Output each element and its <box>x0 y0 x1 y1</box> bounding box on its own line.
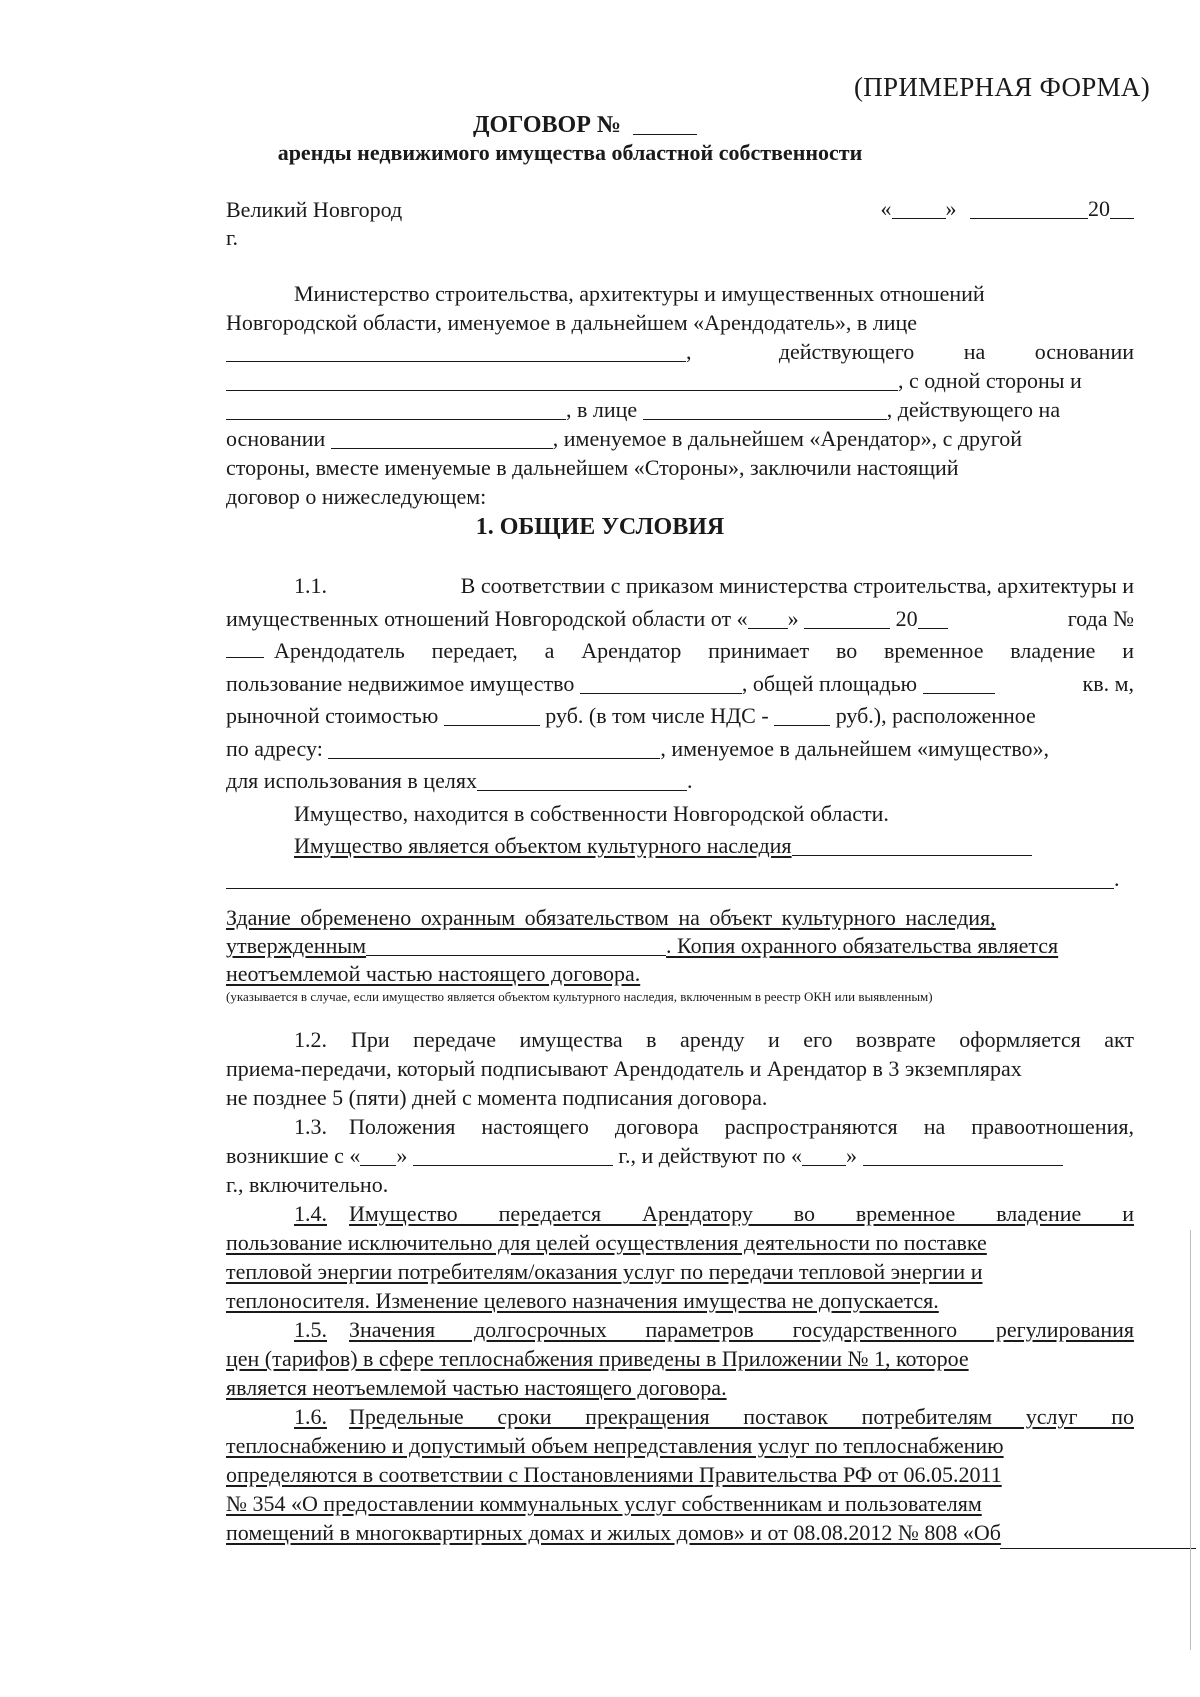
heritage-blank <box>792 833 1032 856</box>
clause-text: » <box>846 1143 858 1168</box>
preamble-blank-group: , <box>226 337 692 366</box>
preamble-text: Министерство строительства, архитектуры и имущественных отношений <box>294 281 985 306</box>
preamble-line <box>226 366 1134 395</box>
heritage-blank-2 <box>226 866 1114 889</box>
preamble-line <box>226 395 1134 424</box>
clause-text: Здание обременено охранным обязательством на объект культурного наследия, <box>226 905 996 930</box>
clause-number: 1.3. <box>294 1114 327 1139</box>
clause-text: тепловой энергии потребителям/оказания услуг по передачи тепловой энергии и <box>226 1259 983 1284</box>
contract-title-text: ДОГОВОР № <box>473 112 621 138</box>
clause-line <box>226 1460 1134 1489</box>
month-blank <box>970 196 1088 219</box>
property-owner <box>226 798 1134 831</box>
clause-text: При передаче имущества в аренду и его возврате оформляется акт <box>351 1027 1134 1052</box>
clause-line <box>226 1489 1134 1518</box>
preamble <box>226 279 1134 511</box>
start-date-blank <box>413 1143 613 1166</box>
city-name: Великий Новгород <box>226 197 403 222</box>
form-label: (ПРИМЕРНАЯ ФОРМА) <box>853 72 1150 102</box>
clause-text: руб. (в том числе НДС - <box>545 703 769 728</box>
clause-text: Предельные сроки прекращения поставок потребителям услуг по <box>349 1404 1134 1429</box>
clause-text: , именуемое в дальнейшем «имущество», <box>660 735 1050 761</box>
clause-text: , общей площадью <box>741 670 918 696</box>
clause-line <box>226 1054 1134 1083</box>
encumbrance-line <box>226 932 1134 960</box>
tenant-basis-blank <box>331 426 553 449</box>
year-prefix: 20 <box>1088 196 1110 221</box>
date-open-quote: « <box>880 196 892 221</box>
clause-text: В соответствии с приказом министерства строительства, архитектуры и <box>460 573 1134 598</box>
purpose-blank <box>477 768 687 791</box>
tenant-representative-blank <box>643 397 887 420</box>
year-blank <box>1110 196 1134 219</box>
clause-text: приема-передачи, который подписывают Арендодатель и Арендатор в 3 экземплярах <box>226 1056 1022 1081</box>
clause-text-group <box>226 1141 1063 1170</box>
clause-text: 20 <box>895 605 918 631</box>
encumbrance-line <box>226 904 1134 932</box>
clause-line <box>226 1083 1134 1112</box>
order-number-blank <box>226 635 264 658</box>
market-value-blank <box>444 703 540 726</box>
clause-text: определяются в соответствии с Постановлениями Правительства РФ от 06.05.2011 <box>226 1462 1002 1487</box>
clauses-1-2-to-1-6 <box>226 1025 1134 1547</box>
basis-blank <box>226 368 898 391</box>
preamble-line <box>226 482 1134 511</box>
scan-edge-line <box>1190 1230 1191 1650</box>
order-day-blank <box>748 606 788 629</box>
day-blank <box>892 196 946 219</box>
clause-line <box>226 700 1134 733</box>
place <box>226 196 402 252</box>
clause-line <box>226 1112 1134 1141</box>
address-blank <box>328 736 660 759</box>
clause-line <box>226 1518 1134 1547</box>
clause-text-group <box>226 733 1049 766</box>
clause-line <box>226 1286 1134 1315</box>
preamble-blank-group <box>226 366 1082 395</box>
clause-text: пользование исключительно для целей осуществления деятельности по поставке <box>226 1230 987 1255</box>
clause-line <box>226 1025 1134 1054</box>
clause-text-group <box>226 932 1058 960</box>
preamble-text: , действующего на <box>886 397 1061 422</box>
clause-text: пользование недвижимое имущество <box>226 670 575 696</box>
encumbrance <box>226 904 1134 1006</box>
clause-text: неотъемлемой частью настоящего договора. <box>226 961 641 986</box>
clause-text: г., включительно. <box>226 1172 389 1197</box>
area-blank <box>923 671 995 694</box>
clause-line <box>226 1257 1134 1286</box>
start-day-blank <box>360 1143 396 1166</box>
clause-text: Значения долгосрочных параметров государственного регулирования <box>349 1317 1134 1342</box>
clause-text: . Копия охранного обязательства является <box>666 933 1059 958</box>
clause-line <box>226 570 1134 603</box>
end-day-blank <box>802 1143 846 1166</box>
footnote: (указывается в случае, если имущество является объектом культурного наследия, включенным в реестр ОКН или выявленным) <box>226 989 933 1004</box>
contract-title <box>0 110 1050 139</box>
property-blank <box>580 671 742 694</box>
clause-text: года № <box>1067 605 1134 631</box>
clause-text: » <box>787 605 799 631</box>
clause-text: Имущество, находится в собственности Новгородской области. <box>294 800 889 826</box>
clause-text: Арендодатель передает, а Арендатор принимает во временное владение и <box>274 638 1134 663</box>
contract-number-blank <box>633 110 697 135</box>
section-title: 1. ОБЩИЕ УСЛОВИЯ <box>475 514 725 540</box>
order-year-blank <box>918 606 948 629</box>
encumbrance-line <box>226 960 1134 988</box>
vat-blank <box>774 703 830 726</box>
clause-number: 1.4. <box>294 1201 327 1226</box>
clause-line <box>226 1228 1134 1257</box>
clause-line <box>226 1431 1134 1460</box>
clause-line <box>226 1315 1134 1344</box>
clause-line <box>226 1199 1134 1228</box>
preamble-text: , в лице <box>566 397 638 422</box>
clause-line <box>226 603 1134 636</box>
clause-text: Имущество является объектом культурного наследия <box>294 833 792 858</box>
clause-text-group <box>226 700 1036 733</box>
obligation-blank <box>366 933 666 956</box>
clause-text-group <box>226 603 948 636</box>
contract-subtitle: аренды недвижимого имущества областной собственности <box>277 140 863 165</box>
clause-line <box>226 1170 1134 1199</box>
clause-text: цен (тарифов) в сфере теплоснабжения приведены в Приложении № 1, которое <box>226 1346 969 1371</box>
clause-text: рыночной стоимостью <box>226 703 439 728</box>
preamble-blank-group <box>226 395 1060 424</box>
clause-text: Положения настоящего договора распространяются на правоотношения, <box>349 1114 1134 1139</box>
clause-1-1 <box>226 570 1134 895</box>
date-close-quote: » <box>945 196 957 221</box>
representative-blank <box>226 339 686 362</box>
clause-line <box>226 668 1134 701</box>
contract-date <box>881 196 1135 222</box>
preamble-line <box>226 453 1134 482</box>
heritage-line <box>226 830 1134 863</box>
preamble-blank-group <box>226 424 1022 453</box>
clause-number: 1.2. <box>294 1027 327 1052</box>
clause-text: » <box>396 1143 408 1168</box>
clause-line: для использования в целях . <box>226 768 693 793</box>
clause-text: помещений в многоквартирных домах и жилых домов» и от 08.08.2012 № 808 «Об <box>226 1520 1001 1545</box>
clause-line <box>226 1141 1134 1170</box>
heritage-line-2: . <box>226 863 1134 896</box>
clause-line <box>226 733 1134 766</box>
end-date-blank <box>863 1143 1063 1166</box>
preamble-text: действующего на основании <box>778 339 1134 364</box>
clause-text: кв. м, <box>1082 670 1134 696</box>
clause-line <box>226 635 1134 668</box>
preamble-text: , именуемое в дальнейшем «Арендатор», с другой <box>552 426 1022 451</box>
clause-text: руб.), расположенное <box>835 703 1036 728</box>
clause-text: для использования в целях <box>226 768 477 793</box>
preamble-text: основании <box>226 426 326 451</box>
scan-margin-line <box>1000 1548 1196 1549</box>
clause-text-group <box>226 668 995 701</box>
preamble-text: договор о нижеследующем: <box>226 484 487 509</box>
preamble-text: Новгородской области, именуемое в дальнейшем «Арендодатель», в лице <box>226 310 918 335</box>
clause-text: не позднее 5 (пяти) дней с момента подписания договора. <box>226 1085 768 1110</box>
clause-text: по адресу: <box>226 735 323 761</box>
clause-text: г., и действуют по « <box>618 1143 803 1168</box>
clause-text: является неотъемлемой частью настоящего договора. <box>226 1375 727 1400</box>
clause-number: 1.5. <box>294 1317 327 1342</box>
preamble-text: стороны, вместе именуемые в дальнейшем «Стороны», заключили настоящий <box>226 455 959 480</box>
order-month-blank <box>804 606 890 629</box>
preamble-text: , с одной стороны и <box>898 368 1082 393</box>
preamble-line <box>226 337 1134 366</box>
clause-text: теплоснабжению и допустимый объем непредставления услуг по теплоснабжению <box>226 1433 1004 1458</box>
clause-text: имущественных отношений Новгородской области от « <box>226 605 748 631</box>
preamble-line <box>226 424 1134 453</box>
clause-text: возникшие с « <box>226 1143 361 1168</box>
tenant-name-blank <box>226 397 566 420</box>
clause-line <box>226 1344 1134 1373</box>
clause-text: Имущество передается Арендатору во временное владение и <box>349 1201 1134 1226</box>
clause-text: утвержденным <box>226 933 367 958</box>
preamble-line <box>226 308 1134 337</box>
clause-number: 1.6. <box>294 1404 327 1429</box>
clause-text: теплоносителя. Изменение целевого назначения имущества не допускается. <box>226 1288 939 1313</box>
clause-number: 1.1. <box>294 573 327 598</box>
preamble-line <box>226 279 1134 308</box>
clause-text: № 354 «О предоставлении коммунальных услуг собственникам и пользователям <box>226 1491 982 1516</box>
city-suffix: г. <box>226 225 239 250</box>
clause-line <box>226 1402 1134 1431</box>
clause-line <box>226 1373 1134 1402</box>
